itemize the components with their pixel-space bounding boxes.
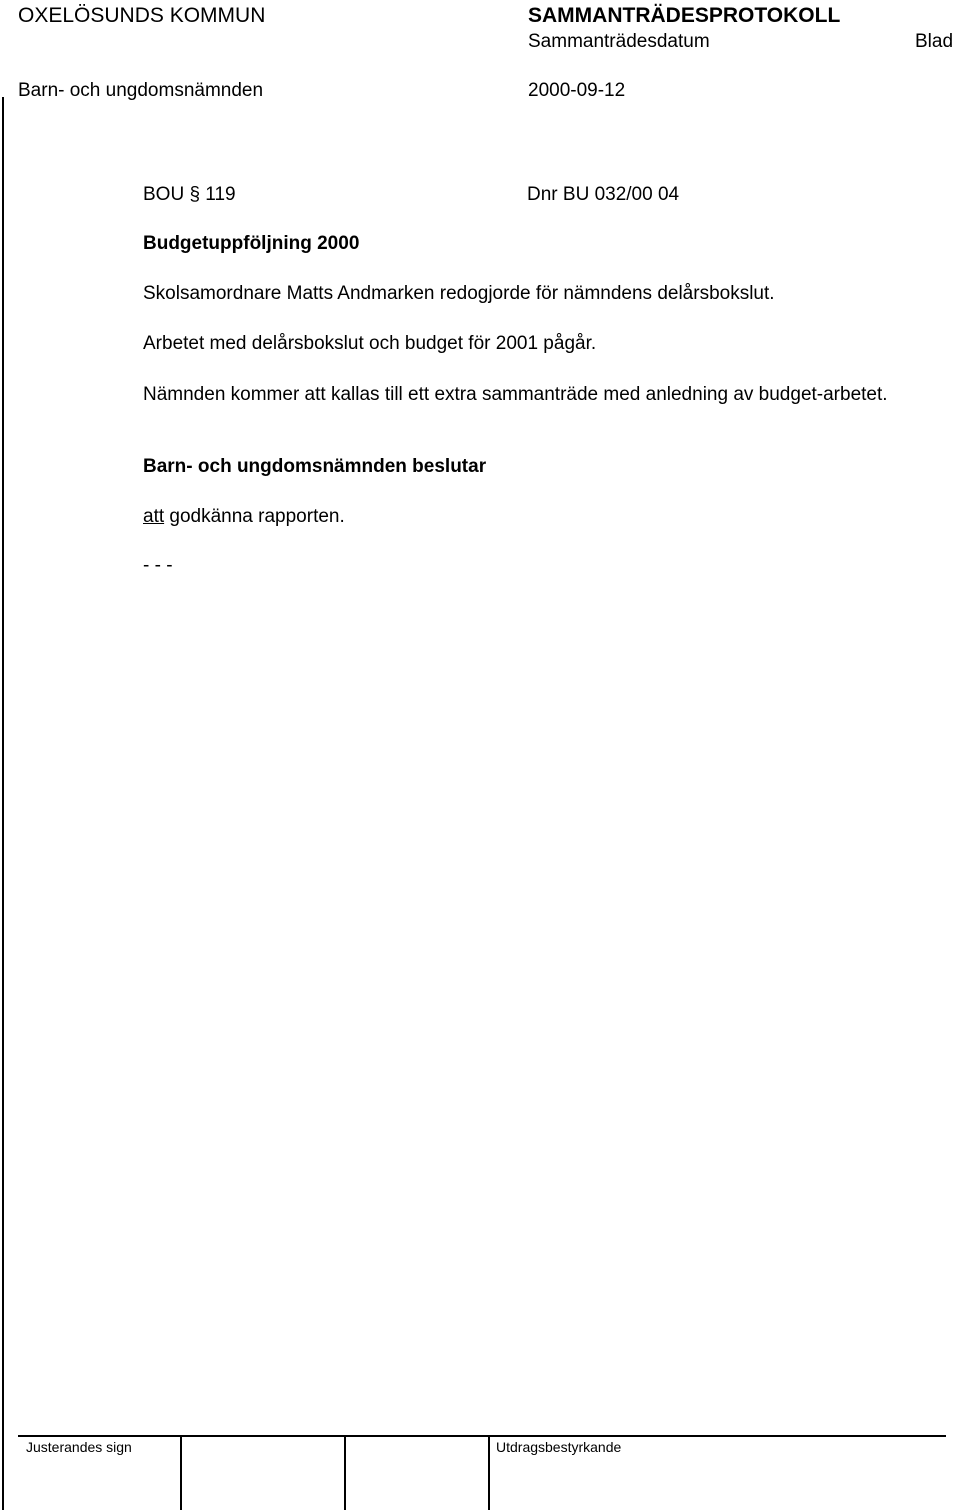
meeting-date-label: Sammanträdesdatum — [528, 31, 710, 52]
registration-number: Dnr BU 032/00 04 — [527, 184, 680, 205]
footer-rule — [18, 1435, 946, 1437]
committee-name: Barn- och ungdomsnämnden — [18, 80, 264, 101]
end-mark: - - - — [143, 555, 173, 576]
left-margin-rule — [2, 97, 4, 1510]
footer-divider — [180, 1435, 182, 1510]
case-number: BOU § 119 — [143, 184, 236, 205]
decision-body: godkänna rapporten. — [164, 506, 345, 527]
footer-divider — [488, 1435, 490, 1510]
signature-label: Justerandes sign — [26, 1439, 132, 1455]
decision-text — [143, 506, 345, 528]
organization-name: OXELÖSUNDS KOMMUN — [18, 4, 266, 27]
item-heading: Budgetuppföljning 2000 — [143, 233, 360, 254]
page-label: Blad — [915, 31, 954, 52]
meeting-date: 2000-09-12 — [528, 80, 626, 101]
paragraph: Nämnden kommer att kallas till ett extra sammanträde med anledning av budget-arbetet. — [143, 384, 888, 405]
document-type: SAMMANTRÄDESPROTOKOLL — [528, 4, 841, 27]
decision-heading: Barn- och ungdomsnämnden beslutar — [143, 456, 487, 477]
decision-att: att — [143, 506, 165, 527]
paragraph: Arbetet med delårsbokslut och budget för 2001 pågår. — [143, 333, 597, 354]
paragraph: Skolsamordnare Matts Andmarken redogjorde för nämndens delårsbokslut. — [143, 283, 775, 304]
certification-label: Utdragsbestyrkande — [496, 1439, 622, 1455]
footer-divider — [344, 1435, 346, 1510]
